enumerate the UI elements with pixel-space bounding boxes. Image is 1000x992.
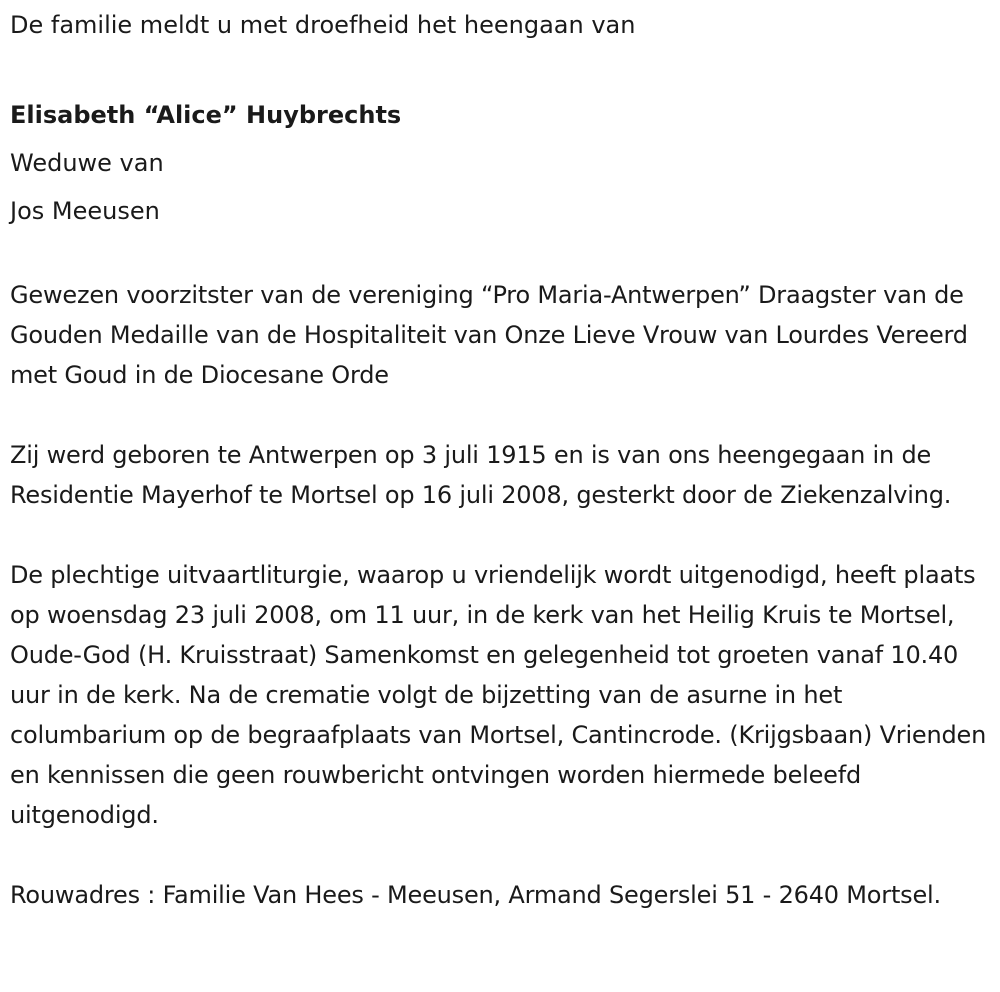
relation-label: Weduwe van <box>10 149 164 177</box>
deceased-name: Elisabeth “Alice” Huybrechts <box>10 101 402 129</box>
spacer <box>10 235 990 275</box>
spouse-name: Jos Meeusen <box>10 197 160 225</box>
funeral-paragraph: De plechtige uitvaartliturgie, waarop u vriendelijk wordt uitgenodigd, heeft plaats op woensdag 23 juli 2008, om 11 uur, in de kerk van het Heilig Kruis te Mortsel, Oude-God (H. Kruisstraat) Samenkomst en gelegenheid tot groeten vanaf 10.40 uur in de kerk. Na de crematie volgt de bijzetting van de asurne in het columbarium op de begraafplaats van Mortsel, Cantincrode. (Krijgsbaan) Vrienden en kennissen die geen rouwbericht ontvingen worden hiermede beleefd uitgenodigd. <box>10 561 987 829</box>
birth-death-paragraph: Zij werd geboren te Antwerpen op 3 juli 1915 en is van ons heengegaan in de Residentie Mayerhof te Mortsel op 16 juli 2008, gesterkt door de Ziekenzalving. <box>10 441 952 509</box>
spacer <box>10 515 990 555</box>
spacer <box>10 835 990 875</box>
intro-text: De familie meldt u met droefheid het heengaan van <box>10 11 636 39</box>
spacer <box>10 395 990 435</box>
spacer <box>10 45 990 85</box>
titles-paragraph: Gewezen voorzitster van de vereniging “Pro Maria-Antwerpen” Draagster van de Gouden Medaille van de Hospitaliteit van Onze Lieve Vrouw van Lourdes Vereerd met Goud in de Diocesane Orde <box>10 281 968 389</box>
address-paragraph: Rouwadres : Familie Van Hees - Meeusen, Armand Segerslei 51 - 2640 Mortsel. <box>10 881 941 909</box>
